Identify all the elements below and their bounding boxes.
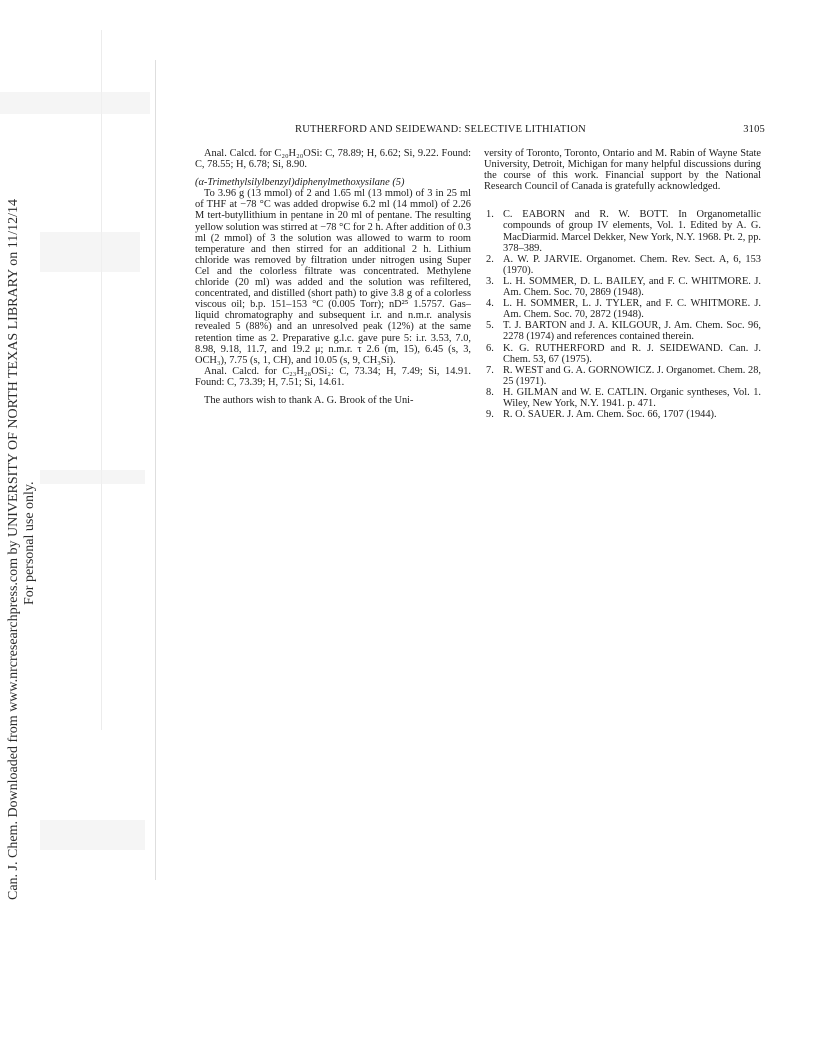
reference-number: 7. xyxy=(486,364,494,376)
reference-item xyxy=(484,387,761,409)
download-watermark xyxy=(0,0,40,1053)
reference-number: 8. xyxy=(486,386,494,398)
compound-heading: (α-Trimethylsilylbenzyl)diphenylmethoxysilane (5) xyxy=(195,177,405,189)
reference-text: T. J. BARTON and J. A. KILGOUR, J. Am. Chem. Soc. 96, 2278 (1974) and references contained therein. xyxy=(503,320,761,343)
reference-text: R. O. SAUER. J. Am. Chem. Soc. 66, 1707 (1944). xyxy=(503,409,717,421)
reference-item xyxy=(484,298,761,320)
reference-item xyxy=(484,343,761,365)
reference-item xyxy=(484,209,761,253)
reference-list xyxy=(484,209,761,420)
scan-noise xyxy=(40,820,145,850)
reference-item xyxy=(484,409,761,420)
scan-gutter-line xyxy=(155,60,156,880)
reference-number: 6. xyxy=(486,342,494,354)
reference-text: H. GILMAN and W. E. CATLIN. Organic syntheses, Vol. 1. Wiley, New York, N.Y. 1941. p. 471. xyxy=(503,386,761,409)
reference-item xyxy=(484,276,761,298)
left-column xyxy=(195,148,471,406)
watermark-line-2: For personal use only. xyxy=(22,481,37,605)
procedure-paragraph: To 3.96 g (13 mmol) of 2 and 1.65 ml (13 mmol) of 3 in 25 ml of THF at −78 °C was added dropwise 6.2 ml (14 mmol) of 2.26 M tert-butyllithium in pentane in 20 ml of pentane. The resulting yellow solution was stirred at −78 °C for 2 h. After addition of 0.3 ml (2 mmol) of 3 the solution was allowed to warm to room temperature and then stirred for an additional 2 h. Lithium chloride was removed by filtration under nitrogen using Super Cel and the colorless filtrate was concentrated. Methylene chloride (20 ml) was added and the solution was refiltered, concentrated, and distilled (short path) to give 3.8 g of a colorless viscous oil; b.p. 151–153 °C (0.005 Torr); nD²⁵ 1.5757. Gas–liquid chromatography and subsequent i.r. and n.m.r. analysis revealed 5 (88%) and an unresolved peak (12%) at the same retention time as 2. Preparative g.l.c. gave pure 5: i.r. 3.53, 7.0, 8.98, 9.18, 11.7, and 19.2 μ; n.m.r. τ 2.6 (m, 15), 6.45 (s, 3, OCH₃), 7.75 (s, 1, CH), and 10.05 (s, 9, CH₃Si). xyxy=(195,188,471,366)
reference-text: L. H. SOMMER, D. L. BAILEY, and F. C. WHITMORE. J. Am. Chem. Soc. 70, 2869 (1948). xyxy=(503,275,761,299)
scan-artifact-line xyxy=(101,30,102,730)
reference-number: 5. xyxy=(486,320,494,332)
right-column xyxy=(484,148,761,420)
reference-item xyxy=(484,365,761,387)
page-number: 3105 xyxy=(743,124,765,135)
scan-noise xyxy=(40,232,140,272)
reference-text: A. W. P. JARVIE. Organomet. Chem. Rev. Sect. A, 6, 153 (1970). xyxy=(503,253,761,276)
analysis-paragraph: Anal. Calcd. for C₂₃H₂₈OSi₂: C, 73.34; H, 7.49; Si, 14.91. Found: C, 73.39; H, 7.51; Si, 14.61. xyxy=(195,365,471,388)
reference-number: 9. xyxy=(486,409,494,421)
watermark-line-1: Can. J. Chem. Downloaded from www.nrcresearchpress.com by UNIVERSITY OF NORTH TEXAS LIBRARY on 11/12/14 xyxy=(6,198,21,900)
reference-item xyxy=(484,254,761,276)
scan-noise xyxy=(40,470,145,484)
reference-number: 1. xyxy=(486,209,494,221)
reference-number: 2. xyxy=(486,253,494,265)
running-title: RUTHERFORD AND SEIDEWAND: SELECTIVE LITHIATION xyxy=(295,124,586,135)
acknowledgement-start: The authors wish to thank A. G. Brook of the Uni- xyxy=(204,394,414,406)
running-header xyxy=(195,124,765,138)
reference-number: 4. xyxy=(486,298,494,310)
acknowledgement-end: versity of Toronto, Toronto, Ontario and M. Rabin of Wayne State University, Detroit, Michigan for many helpful discussions during the course of this work. Financial support by the National Research Council of Canada is gratefully acknowledged. xyxy=(484,148,761,193)
reference-text: R. WEST and G. A. GORNOWICZ. J. Organomet. Chem. 28, 25 (1971). xyxy=(503,364,761,387)
analysis-paragraph: Anal. Calcd. for C₂₀H₂₀OSi: C, 78.89; H, 6.62; Si, 9.22. Found: C, 78.55; H, 6.78; Si, 8.90. xyxy=(195,148,471,171)
reference-text: K. G. RUTHERFORD and R. J. SEIDEWAND. Can. J. Chem. 53, 67 (1975). xyxy=(503,342,761,365)
reference-number: 3. xyxy=(486,275,494,287)
reference-text: L. H. SOMMER, L. J. TYLER, and F. C. WHITMORE. J. Am. Chem. Soc. 70, 2872 (1948). xyxy=(503,298,761,321)
reference-text: C. EABORN and R. W. BOTT. In Organometallic compounds of group IV elements, Vol. 1. Edited by A. G. MacDiarmid. Marcel Dekker, New York, N.Y. 1968. Pt. 2, pp. 378–389. xyxy=(503,209,761,254)
reference-item xyxy=(484,320,761,342)
